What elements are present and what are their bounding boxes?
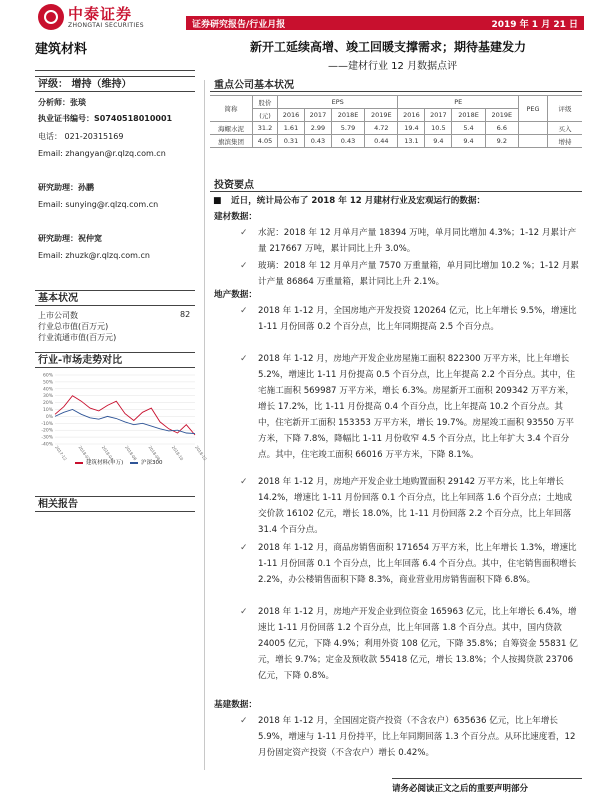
research-assistant-2: 研究助理：祝仲宽 — [38, 234, 102, 243]
trend-title: 行业-市场走势对比 — [35, 352, 195, 368]
footer-divider — [392, 778, 582, 779]
th-peg: PEG — [519, 96, 548, 122]
y-tick-label: 0% — [45, 414, 53, 420]
y-tick-label: -20% — [41, 428, 53, 434]
infra-para: ✓ 2018 年 1-12 月，全国固定资产投资（不含农户）635636 亿元，比上年增长 5.9%，增速与 1-11 月份持平，比上年同期回落 1.3 个百分点。从环比速度看，12 月份固定资产投资（不含农户）增长 0.42%。 — [240, 716, 576, 758]
th-price: 股价 — [253, 96, 278, 109]
y-tick-label: 20% — [42, 401, 53, 407]
th-name: 简称 — [210, 96, 253, 122]
estate-para-2: ✓ 2018 年 1-12 月，房地产开发企业房屋施工面积 822300 万平方米，比上年增长 5.2%，增速比 1-11 月份提高 0.5 个百分点，比上年提高 2.2 个百分点。其中，住宅施工面积 569987 万平方米，增长 6.3%。房屋新开工面积 209342 万平方米，增长 17.2%，比 1-11 月份提高 0.4 个百分点，比上年提高 10.2 个百分点。其中，住宅新开工面积 153353 万平方米，增长 19.7%。房屋竣工面积 93550 万平方米，下降 7.8%，降幅比 1-11 月份收窄 4.5 个百分点，比上年扩大 3.4 个百分点。其中，住宅竣工面积 66016 万平方米，下降 8.1%。 — [240, 354, 576, 460]
cell: 9.4 — [452, 135, 485, 148]
y-tick-label: 50% — [42, 380, 53, 386]
th-year: 2018E — [452, 109, 485, 122]
cell: 31.2 — [253, 122, 278, 135]
basic-status-title: 基本状况 — [35, 290, 195, 306]
listed-count-label: 上市公司数 — [38, 311, 78, 320]
infra-label: 基建数据： — [214, 700, 257, 710]
cell: 海螺水泥 — [210, 122, 253, 135]
cell: 5.79 — [331, 122, 364, 135]
company-logo-icon — [38, 4, 64, 30]
cell: 增持 — [548, 135, 583, 148]
email-1[interactable]: Email: zhangyan@r.qlzq.com.cn — [38, 149, 166, 158]
th-pe: PE — [398, 96, 519, 109]
divider — [35, 70, 195, 71]
cell: 0.43 — [304, 135, 331, 148]
y-tick-label: 40% — [42, 387, 53, 393]
legend-b: 沪深300 — [141, 460, 163, 466]
estate-para-1: ✓ 2018 年 1-12 月，全国房地产开发投资 120264 亿元，比上年增长 9.5%，增速比 1-11 月份回落 0.2 个百分点，比上年同期提高 2.5 个百分点。 — [240, 306, 577, 332]
cell: 0.43 — [331, 135, 364, 148]
x-tick-label: 2017-12 — [54, 444, 68, 462]
glass-para: ✓ 玻璃：2018 年 12 月单月产量 7570 万重量箱，单月同比增加 10.2 %；1-12 月累计产量 86864 万重量箱，累计同比上升 2.1%。 — [240, 261, 579, 287]
y-tick-label: -10% — [41, 421, 53, 427]
related-reports-title: 相关报告 — [35, 496, 195, 512]
y-tick-label: -30% — [41, 435, 53, 441]
analyst: 分析师：张琰 — [38, 98, 86, 107]
listed-count-value: 82 — [180, 310, 191, 319]
cell: 旗滨集团 — [210, 135, 253, 148]
divider — [210, 191, 582, 192]
th-year: 2018E — [331, 109, 364, 122]
cell: 0.31 — [278, 135, 305, 148]
th-eps: EPS — [278, 96, 398, 109]
total-mv-label: 行业总市值(百万元) — [38, 322, 109, 331]
y-tick-label: 10% — [42, 408, 53, 413]
cell: 9.2 — [485, 135, 518, 148]
legend-swatch-b — [130, 462, 138, 464]
build-label: 建材数据： — [214, 212, 257, 222]
report-title: 新开工延续高增、竣工回暖支撑需求；期待基建发力 — [250, 40, 527, 54]
cell: 2.99 — [304, 122, 331, 135]
cell — [519, 135, 548, 148]
cell: 买入 — [548, 122, 583, 135]
report-type: 证券研究报告/行业月报 — [192, 20, 286, 30]
th-year: 2017 — [304, 109, 331, 122]
research-assistant-1: 研究助理：孙鹏 — [38, 183, 94, 192]
x-tick-label: 2018-06 — [124, 444, 138, 462]
phone: 电话： 021-20315169 — [38, 132, 124, 141]
rating: 评级： 增持（维持） — [35, 76, 195, 92]
y-tick-label: 60% — [42, 373, 53, 379]
th-rating: 评级 — [548, 96, 583, 122]
x-tick-label: 2018-12 — [194, 444, 208, 462]
y-tick-label: -40% — [41, 442, 53, 448]
x-tick-label: 2018-10 — [170, 444, 185, 462]
report-subtitle: ——建材行业 12 月数据点评 — [328, 61, 458, 72]
estate-para-4: ✓ 2018 年 1-12 月，商品房销售面积 171654 万平方米，比上年增长 1.3%，增速比 1-11 月份回落 0.1 个百分点，比上年回落 6.4 个百分点。其中，住宅销售面积增长 2.2%，办公楼销售面积下降 8.3%，商业营业用房销售面积下降 6.8%。 — [240, 543, 577, 585]
cert-number: 执业证书编号：S0740518010001 — [38, 114, 173, 123]
industry-name: 建筑材料 — [35, 42, 88, 57]
logo-en: ZHONGTAI SECURITIES — [68, 22, 145, 29]
section-title: 投资要点 — [214, 180, 254, 191]
float-mv-label: 行业流通市值(百万元) — [38, 333, 117, 342]
estate-para-5: ✓ 2018 年 1-12 月，房地产开发企业到位资金 165963 亿元，比上年增长 6.4%，增速比 1-11 月份回落 1.2 个百分点，比上年回落 1.8 个百分点。其中，国内贷款 24005 亿元，下降 4.9%；利用外资 108 亿元，下降 35.8%；自筹资金 55831 亿元，增长 9.7%；定金及预收款 55418 亿元，增长 13.8%；个人按揭贷款 23706 亿元，下降 0.8%。 — [240, 607, 578, 681]
th-year: 2019E — [365, 109, 398, 122]
trend-chart — [35, 372, 208, 462]
cell — [519, 122, 548, 135]
intro: ■ 近日，统计局公布了 2018 年 12 月建材行业及宏观运行的数据： — [213, 196, 486, 206]
th-unit: (元) — [253, 109, 278, 122]
logo-cn: 中泰证券 — [68, 5, 133, 23]
cell: 4.05 — [253, 135, 278, 148]
cell: 1.61 — [278, 122, 305, 135]
x-tick-label: 2018-04 — [100, 444, 115, 462]
th-year: 2016 — [278, 109, 305, 122]
estate-para-3: ✓ 2018 年 1-12 月，房地产开发企业土地购置面积 29142 万平方米，比上年增长 14.2%，增速比 1-11 月份回落 0.1 个百分点，比上年回落 1.6 个百分点；土地成交价款 16102 亿元，增长 18.0%，比 1-11 月份回落 2.2 个百分点，比上年回落 31.4 个百分点。 — [240, 477, 572, 535]
x-tick-label: 2018-08 — [147, 444, 162, 462]
cell: 5.4 — [452, 122, 485, 135]
x-tick-label: 2018-02 — [77, 444, 92, 462]
cell: 9.4 — [425, 135, 452, 148]
divider — [210, 91, 582, 92]
table-title: 重点公司基本状况 — [214, 80, 294, 91]
email-3[interactable]: Email: zhuzk@r.qlzq.com.cn — [38, 251, 150, 260]
estate-label: 地产数据： — [214, 290, 257, 300]
cell: 6.6 — [485, 122, 518, 135]
footer-disclaimer: 请务必阅读正文之后的重要声明部分 — [392, 784, 529, 794]
y-tick-label: 30% — [42, 394, 53, 400]
th-year: 2016 — [398, 109, 425, 122]
table-row — [210, 122, 582, 135]
email-2[interactable]: Email: sunying@r.qlzq.com.cn — [38, 200, 159, 209]
th-year: 2019E — [485, 109, 518, 122]
cement-para: ✓ 水泥：2018 年 12 月单月产量 18394 万吨，单月同比增加 4.3%；1-12 月累计产量 217667 万吨，累计同比上升 3.0%。 — [240, 228, 577, 254]
cell: 19.4 — [398, 122, 425, 135]
cell: 0.44 — [365, 135, 398, 148]
cell: 13.1 — [398, 135, 425, 148]
th-year: 2017 — [425, 109, 452, 122]
report-date: 2019 年 1 月 21 日 — [491, 20, 578, 30]
legend-swatch-a — [75, 462, 83, 464]
legend-a: 建筑材料(申万) — [86, 460, 124, 466]
series-line-0 — [55, 396, 195, 435]
table-row — [210, 135, 582, 148]
company-table — [210, 95, 582, 148]
column-divider — [204, 80, 205, 770]
cell: 4.72 — [365, 122, 398, 135]
cell: 10.5 — [425, 122, 452, 135]
